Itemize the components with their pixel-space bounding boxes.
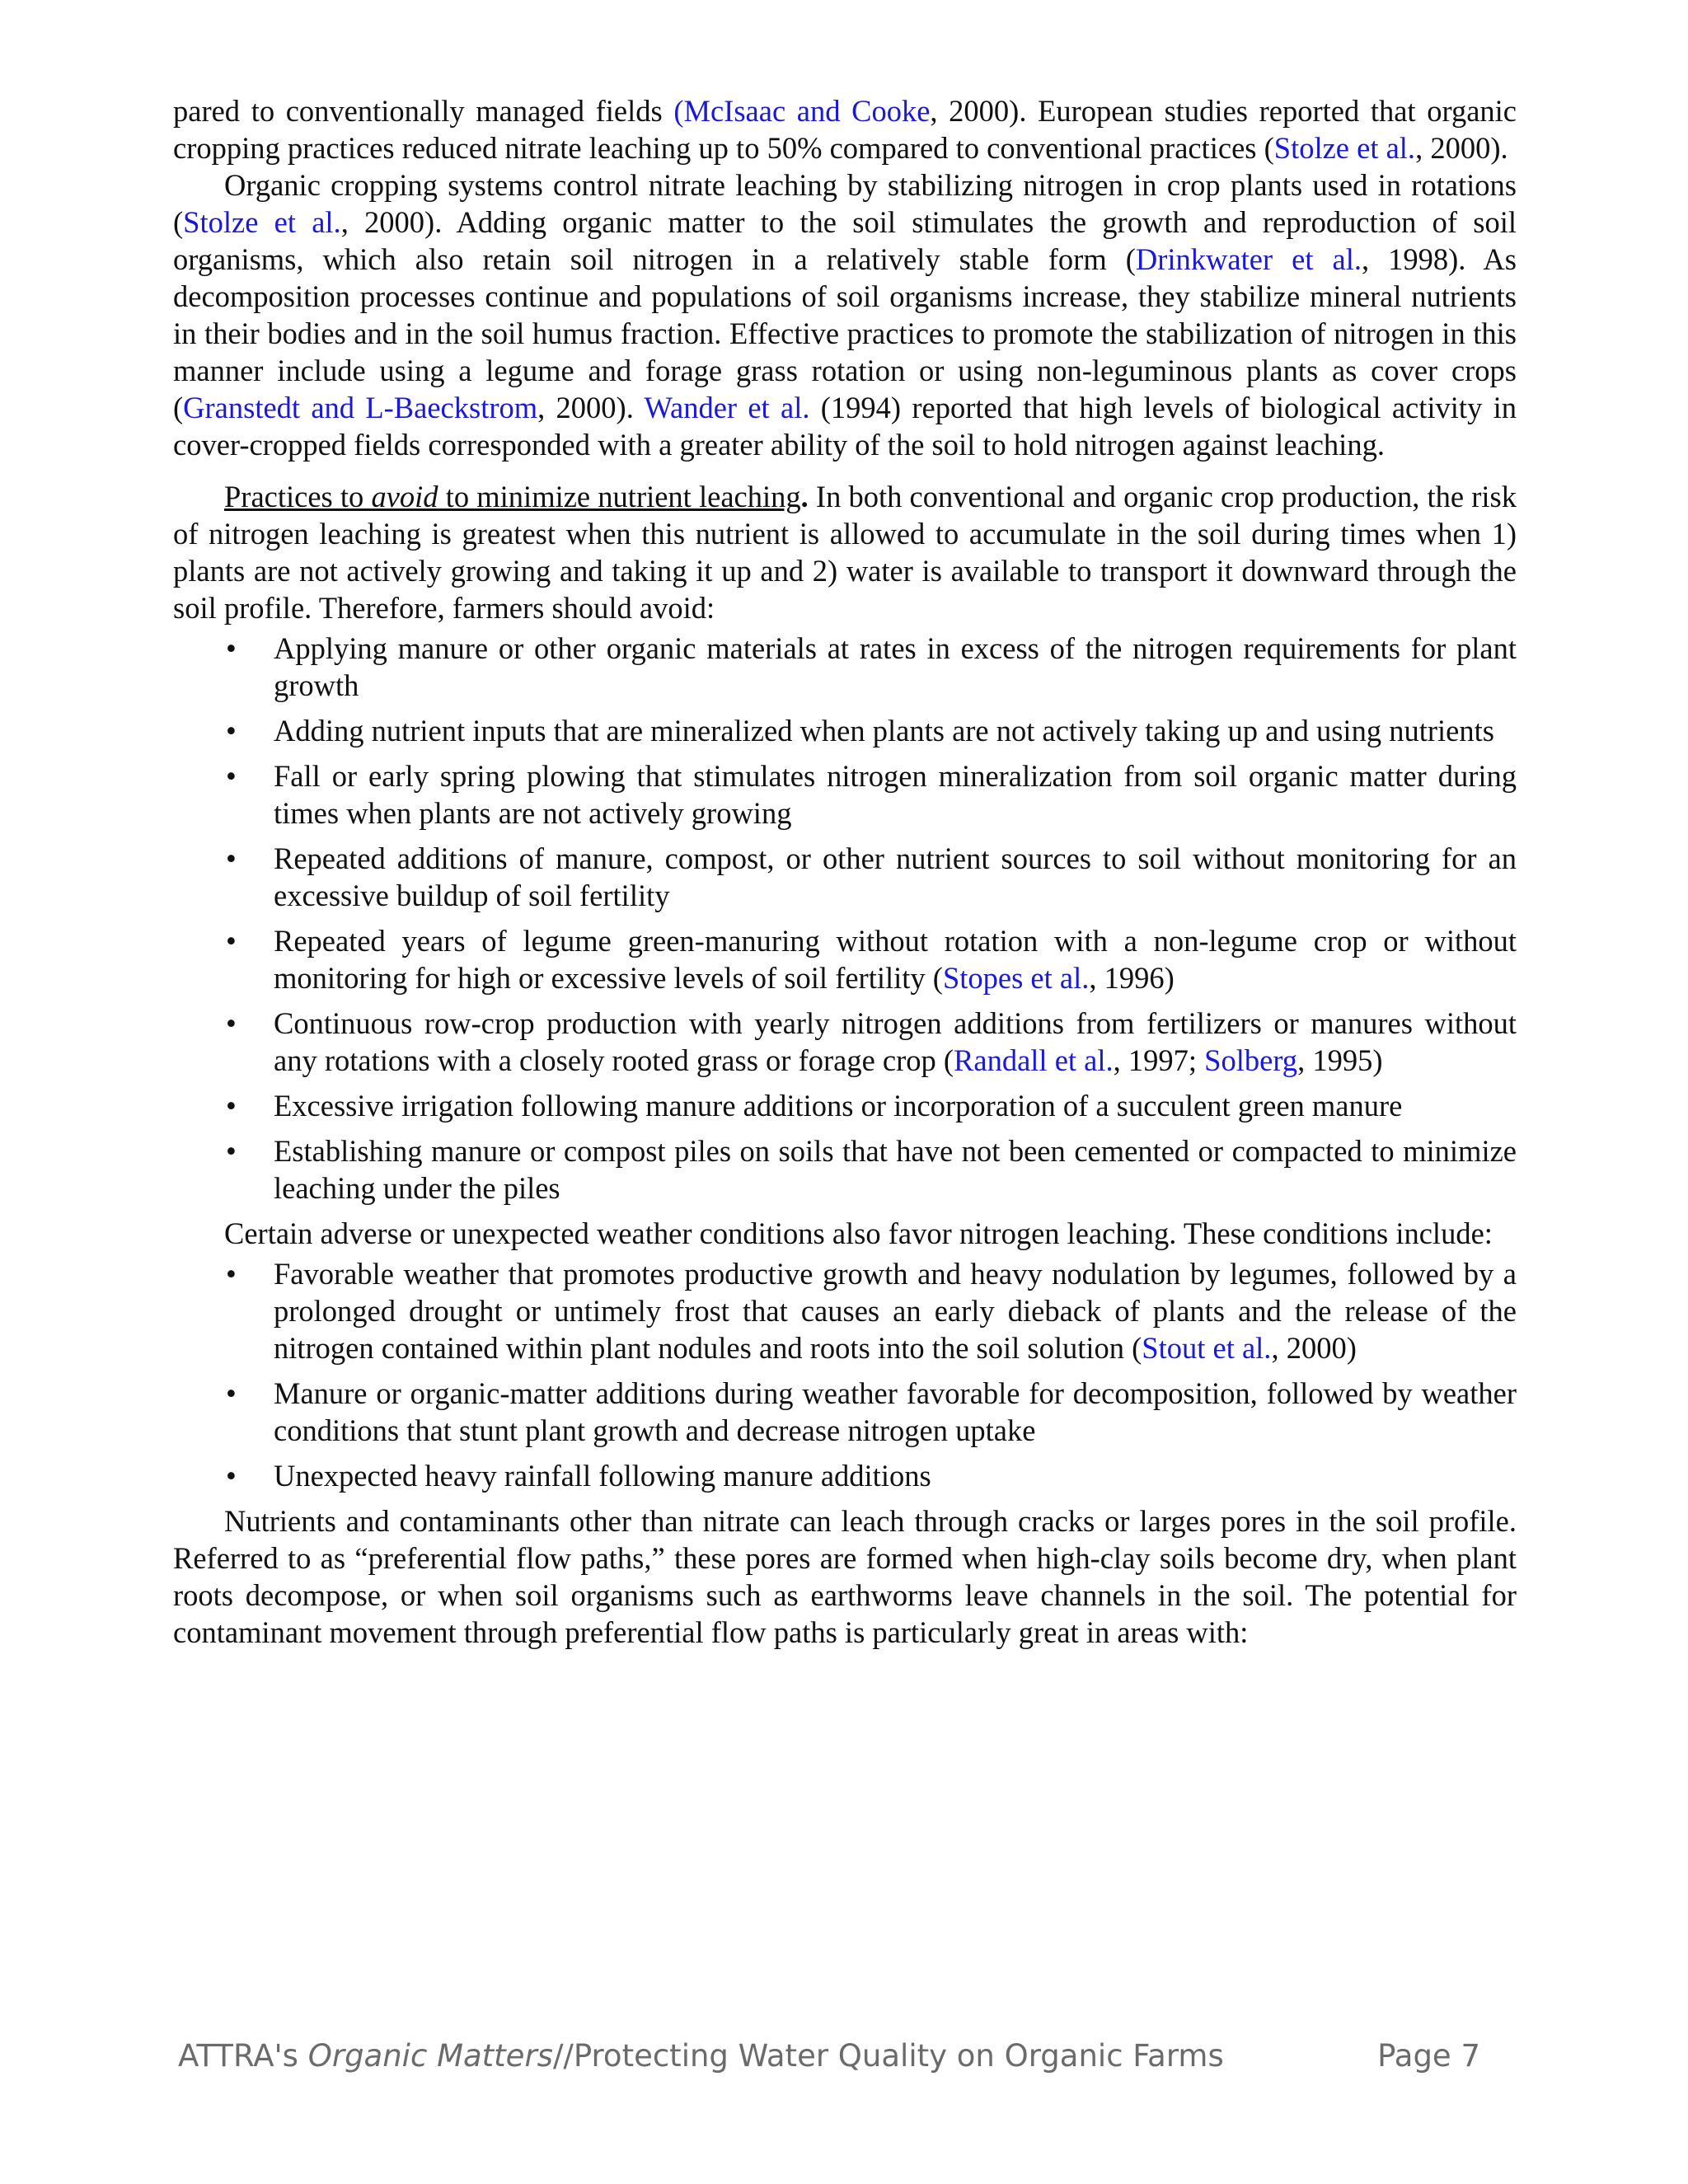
- list-item: • Repeated years of legume green-manuring without rotation with a non-legume crop or without monitoring for high or excessive levels of soil fertility (Stopes et al., 1996): [226, 924, 1517, 995]
- citation-link[interactable]: Solberg: [1204, 1043, 1298, 1077]
- citation-link[interactable]: Wander et al.: [644, 391, 810, 424]
- list-item: • Favorable weather that promotes productive growth and heavy nodulation by legumes, followed by a prolonged drought or untimely frost that causes an early dieback of plants and the release of the nitrogen contained within plant nodules and roots into the soil solution (Stout et al., 2000): [226, 1257, 1517, 1365]
- paragraph-practices-to-avoid: Practices to avoid to minimize nutrient leaching. In both conventional and organic crop production, the risk of nitrogen leaching is greatest when this nutrient is allowed to accumulate in the soil during times when 1) plants are not actively growing and taking it up and 2) water is available to transport it downward through the soil profile. Therefore, farmers should avoid:: [173, 480, 1517, 625]
- citation-link[interactable]: Randall et al.: [954, 1043, 1114, 1077]
- list-item: • Fall or early spring plowing that stimulates nitrogen mineralization from soil organic matter during times when plants are not actively growing: [226, 759, 1517, 830]
- bullet-icon: •: [226, 1006, 237, 1040]
- paragraph-preferential-flow: Nutrients and contaminants other than nitrate can leach through cracks or larges pores in the soil profile. Referred to as “preferential flow paths,” these pores are formed when high-clay soils become dry, when plant roots decompose, or when soil organisms such as earthworms leave channels in the soil. The potential for contaminant movement through preferential flow paths is particularly great in areas with:: [173, 1504, 1517, 1649]
- bullet-icon: •: [226, 1134, 237, 1168]
- bullet-icon: •: [226, 841, 237, 875]
- bullet-icon: •: [226, 1089, 237, 1122]
- footer-title: ATTRA's Organic Matters//Protecting Water Quality on Organic Farms: [178, 2038, 1224, 2074]
- list-item: • Continuous row-crop production with yearly nitrogen additions from fertilizers or manures without any rotations with a closely rooted grass or forage crop (Randall et al., 1997; Solberg, 1995): [226, 1006, 1517, 1077]
- list-item: • Unexpected heavy rainfall following manure additions: [226, 1459, 931, 1493]
- citation-link[interactable]: Stolze et al.: [183, 205, 341, 239]
- weather-conditions-list: [173, 1255, 1517, 1494]
- page-footer: [178, 2036, 1480, 2077]
- citation-link[interactable]: Stout et al.: [1142, 1331, 1272, 1365]
- list-item: • Repeated additions of manure, compost, or other nutrient sources to soil without monitoring for an excessive buildup of soil fertility: [226, 841, 1517, 912]
- bullet-icon: •: [226, 1376, 237, 1410]
- document-body: [173, 92, 1517, 1651]
- bullet-icon: •: [226, 1257, 237, 1291]
- avoid-practices-list: [173, 630, 1517, 1207]
- section-heading: Practices to avoid to minimize nutrient leaching: [224, 480, 801, 513]
- list-item: • Applying manure or other organic materials at rates in excess of the nitrogen requirements for plant growth: [226, 631, 1517, 702]
- citation-link[interactable]: Granstedt and L-Baeckstrom: [183, 391, 538, 424]
- bullet-icon: •: [226, 1459, 237, 1493]
- paragraph-continuation: pared to conventionally managed fields (McIsaac and Cooke, 2000). European studies reported that organic cropping practices reduced nitrate leaching up to 50% compared to conventional practices (Stolze et al., 2000).: [173, 94, 1517, 165]
- list-item: • Manure or organic-matter additions during weather favorable for decomposition, followed by weather conditions that stunt plant growth and decrease nitrogen uptake: [226, 1376, 1517, 1447]
- bullet-icon: •: [226, 714, 237, 748]
- bullet-icon: •: [226, 631, 237, 665]
- list-item: • Excessive irrigation following manure additions or incorporation of a succulent green manure: [226, 1089, 1403, 1122]
- bullet-icon: •: [226, 759, 237, 793]
- citation-link[interactable]: Stolze et al.: [1273, 131, 1416, 165]
- paragraph-organic-systems: Organic cropping systems control nitrate leaching by stabilizing nitrogen in crop plants used in rotations (Stolze et al., 2000). Adding organic matter to the soil stimulates the growth and reproduction of soil organisms, which also retain soil nitrogen in a relatively stable form (Drinkwater et al., 1998). As decomposition processes continue and populations of soil organisms increase, they stabilize mineral nutrients in their bodies and in the soil humus fraction. Effective practices to promote the stabilization of nitrogen in this manner include using a legume and forage grass rotation or using non-leguminous plants as cover crops (Granstedt and L-Baeckstrom, 2000). Wander et al. (1994) reported that high levels of biological activity in cover-cropped fields corresponded with a greater ability of the soil to hold nitrogen against leaching.: [173, 168, 1517, 462]
- citation-link[interactable]: Drinkwater et al.: [1135, 242, 1362, 276]
- citation-link[interactable]: Stopes et al.: [942, 961, 1090, 995]
- paragraph-weather-conditions: Certain adverse or unexpected weather conditions also favor nitrogen leaching. These conditions include:: [224, 1216, 1493, 1250]
- citation-link[interactable]: (McIsaac and Cooke: [673, 94, 931, 128]
- bullet-icon: •: [226, 924, 237, 958]
- list-item: • Establishing manure or compost piles on soils that have not been cemented or compacted to minimize leaching under the piles: [226, 1134, 1517, 1205]
- list-item: • Adding nutrient inputs that are mineralized when plants are not actively taking up and using nutrients: [226, 714, 1494, 748]
- page-number: Page 7: [1377, 2038, 1480, 2074]
